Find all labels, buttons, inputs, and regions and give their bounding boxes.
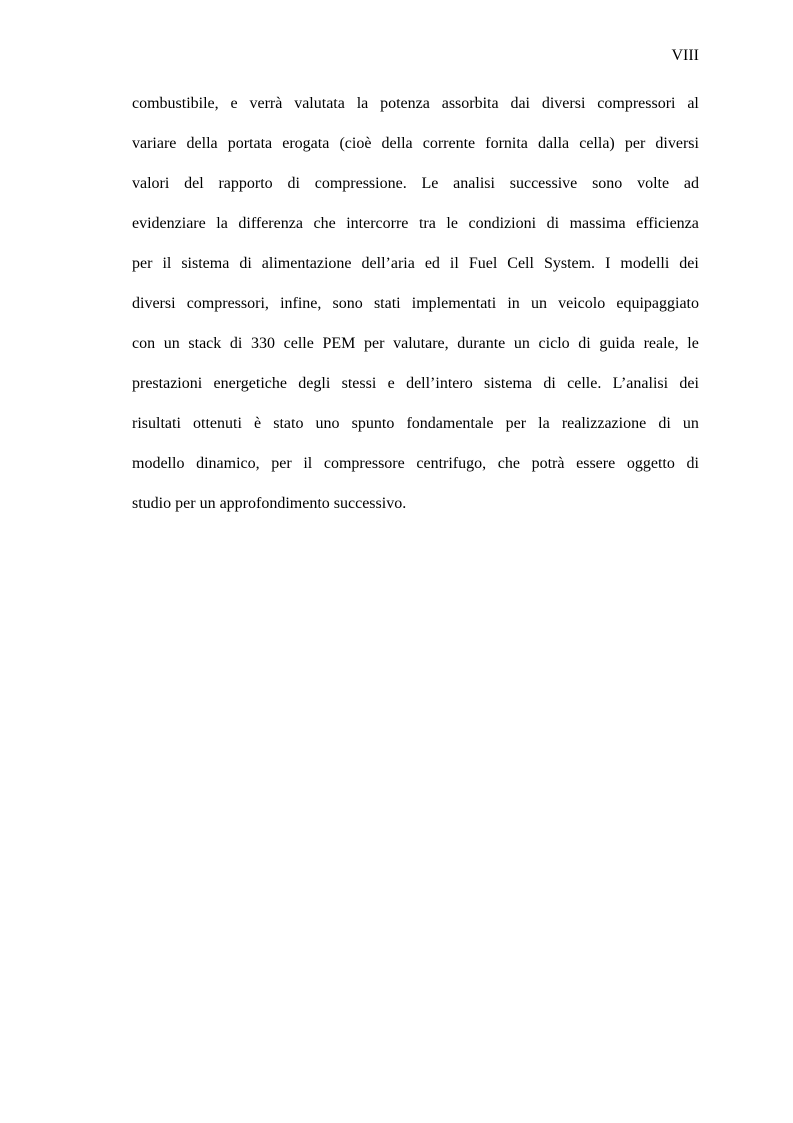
word: dai — [510, 95, 530, 112]
word: approfondimento — [219, 495, 330, 512]
word: studio — [132, 495, 172, 512]
word: un — [513, 335, 530, 352]
word: Le — [421, 175, 439, 192]
word: sono — [592, 175, 623, 192]
word: della — [381, 135, 413, 152]
word: rapporto — [218, 175, 273, 192]
word: per — [175, 495, 196, 512]
word: ottenuti — [193, 415, 242, 432]
word: analisi — [453, 175, 495, 192]
word: il — [162, 255, 172, 272]
word: diversi — [655, 135, 699, 152]
word: per — [505, 415, 527, 432]
word: sistema — [181, 255, 230, 272]
word: durante — [457, 335, 506, 352]
word: per — [624, 135, 646, 152]
word: la — [216, 215, 228, 232]
word: e — [230, 95, 238, 112]
word: di — [578, 335, 591, 352]
word: evidenziare — [132, 215, 206, 232]
word: potenza — [380, 95, 430, 112]
word: variare — [132, 135, 177, 152]
word: veicolo — [558, 295, 606, 312]
word: volte — [637, 175, 670, 192]
word: di — [287, 175, 300, 192]
word: corrente — [422, 135, 476, 152]
word: diversi — [132, 295, 176, 312]
word: guida — [599, 335, 635, 352]
text-line — [132, 454, 699, 494]
word: compressori — [597, 95, 676, 112]
word: un — [163, 335, 180, 352]
word: realizzazione — [561, 415, 647, 432]
word: Fuel — [468, 255, 498, 272]
word: stati — [373, 295, 401, 312]
text-line — [132, 134, 699, 174]
word: di — [658, 415, 671, 432]
word: intercorre — [346, 215, 409, 232]
text-line — [132, 414, 699, 454]
word: ciclo — [538, 335, 570, 352]
word: successivo. — [333, 495, 407, 512]
word: è — [254, 415, 262, 432]
word: erogata — [282, 135, 330, 152]
word: di — [239, 255, 252, 272]
word: che — [313, 215, 336, 232]
word: celle — [283, 335, 314, 352]
word: valori — [132, 175, 170, 192]
word: fondamentale — [406, 415, 494, 432]
word: spunto — [351, 415, 395, 432]
word: efficienza — [636, 215, 699, 232]
word: verrà — [249, 95, 283, 112]
word: essere — [576, 455, 616, 472]
word: risultati — [132, 415, 181, 432]
word: (cioè — [339, 135, 372, 152]
word: di — [229, 335, 243, 352]
word: il — [303, 455, 313, 472]
word: stack — [188, 335, 222, 352]
text-line — [132, 494, 699, 534]
text-line — [132, 174, 699, 214]
word: compressori, — [186, 295, 269, 312]
word: condizioni — [468, 215, 537, 232]
word: dei — [679, 375, 699, 392]
word: per — [132, 255, 153, 272]
word: dell’aria — [361, 255, 415, 272]
text-line — [132, 214, 699, 254]
word: I — [605, 255, 611, 272]
word: per — [364, 335, 385, 352]
page-number: VIII — [671, 47, 699, 64]
word: uno — [315, 415, 340, 432]
word: fornita — [485, 135, 528, 152]
word: un — [682, 415, 699, 432]
word: la — [538, 415, 550, 432]
text-line — [132, 334, 699, 374]
word: Cell — [507, 255, 534, 272]
word: un — [199, 495, 216, 512]
word: dei — [679, 255, 699, 272]
word: per — [271, 455, 292, 472]
word: sistema — [484, 375, 533, 392]
word: equipaggiato — [616, 295, 699, 312]
word: le — [446, 215, 458, 232]
word: PEM — [322, 335, 356, 352]
word: celle. — [567, 375, 602, 392]
word: energetiche — [213, 375, 287, 392]
body-paragraph — [132, 94, 699, 534]
word: massima — [569, 215, 626, 232]
word: dinamico, — [196, 455, 260, 472]
word: un — [530, 295, 547, 312]
word: portata — [227, 135, 273, 152]
word: oggetto — [626, 455, 675, 472]
word: valutata — [294, 95, 345, 112]
text-line — [132, 254, 699, 294]
word: la — [356, 95, 369, 112]
word: alimentazione — [261, 255, 352, 272]
word: implementati — [411, 295, 497, 312]
word: infine, — [280, 295, 322, 312]
word: 330 — [251, 335, 275, 352]
word: diversi — [541, 95, 586, 112]
word: stessi — [341, 375, 377, 392]
word: di — [546, 215, 560, 232]
word: degli — [298, 375, 331, 392]
word: reale, — [643, 335, 679, 352]
text-line — [132, 294, 699, 334]
word: assorbita — [441, 95, 499, 112]
word: dell’intero — [406, 375, 473, 392]
word: di — [543, 375, 556, 392]
word: L’analisi — [612, 375, 669, 392]
word: ad — [683, 175, 699, 192]
word: ed — [424, 255, 440, 272]
word: potrà — [531, 455, 565, 472]
word: con — [132, 335, 156, 352]
word: modello — [132, 455, 185, 472]
text-line — [132, 374, 699, 414]
word: che — [497, 455, 520, 472]
word: il — [449, 255, 459, 272]
word: sono — [332, 295, 363, 312]
word: modelli — [620, 255, 670, 272]
word: di — [686, 455, 699, 472]
word: in — [507, 295, 520, 312]
text-line — [132, 94, 699, 134]
word: della — [186, 135, 218, 152]
word: dalla — [538, 135, 570, 152]
word: e — [387, 375, 395, 392]
word: prestazioni — [132, 375, 203, 392]
word: cella) — [579, 135, 615, 152]
word: centrifugo, — [416, 455, 487, 472]
word: al — [687, 95, 699, 112]
word: differenza — [238, 215, 303, 232]
word: combustibile, — [132, 95, 219, 112]
word: del — [184, 175, 204, 192]
word: valutare, — [393, 335, 449, 352]
word: compressione. — [314, 175, 407, 192]
word: le — [687, 335, 699, 352]
word: tra — [418, 215, 436, 232]
word: System. — [543, 255, 596, 272]
word: compressore — [323, 455, 405, 472]
word: stato — [273, 415, 304, 432]
word: successive — [509, 175, 578, 192]
